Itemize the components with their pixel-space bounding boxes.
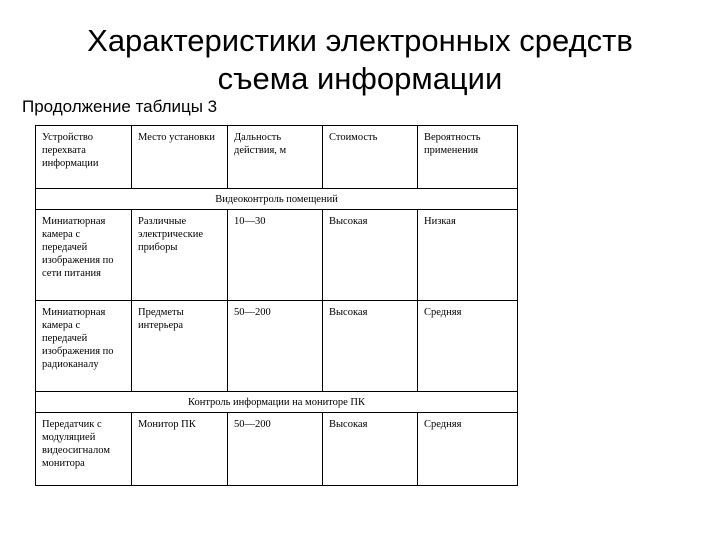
table-cell: 50—200	[228, 413, 323, 486]
table-cell: Средняя	[418, 413, 518, 486]
header-cell: Вероятность применения	[418, 126, 518, 189]
characteristics-table	[35, 125, 518, 486]
table-cell: Миниатюрная камера с передачей изображения по радиоканалу	[36, 301, 132, 392]
table-cell: 50—200	[228, 301, 323, 392]
header-cell: Место установки	[132, 126, 228, 189]
header-cell: Устройство перехвата информации	[36, 126, 132, 189]
table-cell: Высокая	[323, 301, 418, 392]
table-row	[36, 413, 518, 486]
header-cell: Стоимость	[323, 126, 418, 189]
table-cell: 10—30	[228, 210, 323, 301]
table-caption: Продолжение таблицы 3	[22, 97, 218, 116]
title-line-2: съема информации	[217, 61, 503, 96]
table-cell: Средняя	[418, 301, 518, 392]
section-row	[36, 189, 518, 210]
table-cell: Предметы интерьера	[132, 301, 228, 392]
table-cell: Высокая	[323, 413, 418, 486]
table-cell: Различные электрические приборы	[132, 210, 228, 301]
section-title: Контроль информации на мониторе ПК	[36, 392, 518, 413]
page-title	[0, 22, 720, 98]
table-row	[36, 301, 518, 392]
title-line-1: Характеристики электронных средств	[87, 23, 633, 58]
header-cell: Дальность действия, м	[228, 126, 323, 189]
table-row	[36, 210, 518, 301]
table-cell: Высокая	[323, 210, 418, 301]
table-header-row	[36, 126, 518, 189]
table-cell: Низкая	[418, 210, 518, 301]
table-cell: Миниатюрная камера с передачей изображения по сети питания	[36, 210, 132, 301]
section-row	[36, 392, 518, 413]
table-cell: Монитор ПК	[132, 413, 228, 486]
section-title: Видеоконтроль помещений	[36, 189, 518, 210]
table-cell: Передатчик с модуляцией видеосигналом монитора	[36, 413, 132, 486]
